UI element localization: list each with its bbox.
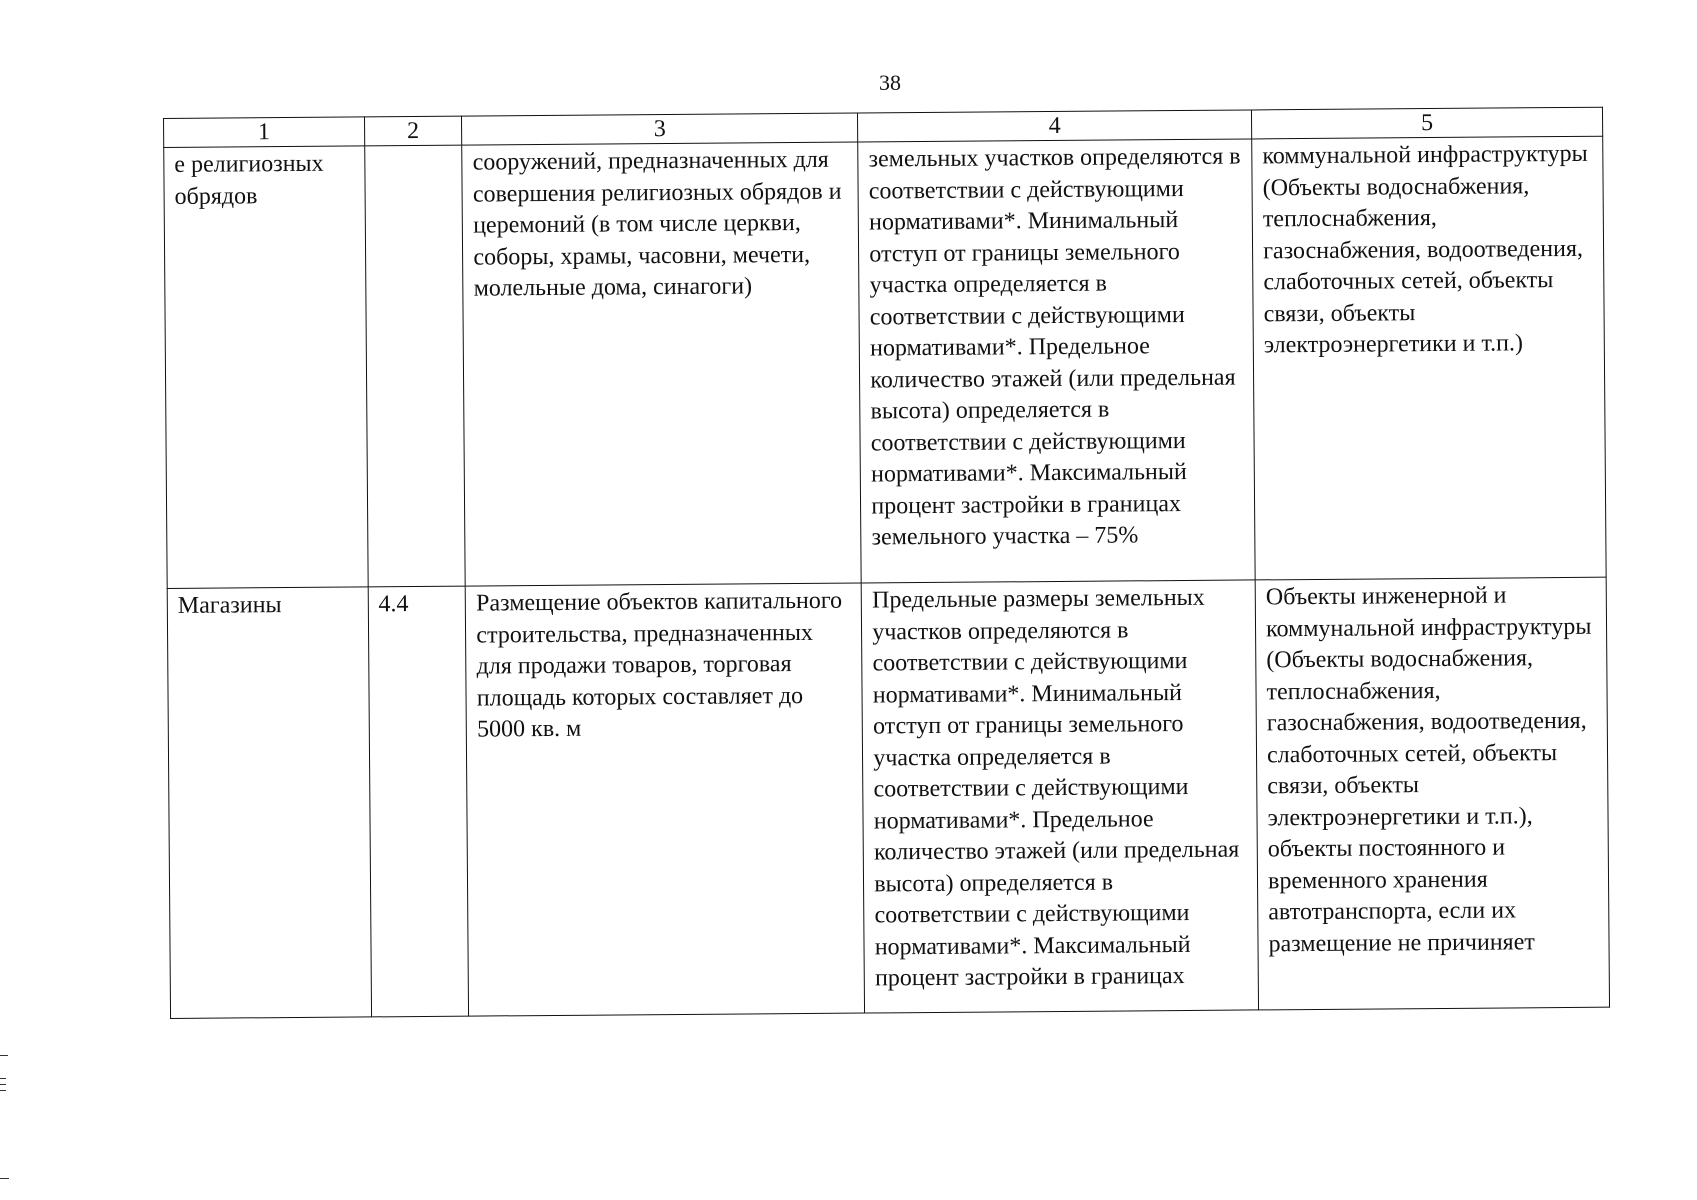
scan-mark	[0, 1178, 9, 1179]
cell-use-type: Магазины	[167, 587, 371, 1019]
scan-mark	[0, 1055, 8, 1056]
cell-code	[364, 145, 465, 587]
column-header-5: 5	[1252, 107, 1603, 139]
cell-auxiliary-uses: коммунальной инфраструктуры (Объекты водоснабжения, теплоснабжения, газоснабжения, водоотведения, слаботочных сетей, объекты связи, объекты электроэнергетики и т.п.)	[1252, 136, 1606, 580]
scan-mark	[0, 1078, 6, 1079]
cell-description: Размещение объектов капитального строительства, предназначенных для продажи товаров, торговая площадь которых составляет до 5000 кв. м	[465, 583, 864, 1016]
column-header-1: 1	[164, 117, 365, 148]
cell-use-type: е религиозных обрядов	[164, 146, 368, 589]
scan-edge-marks	[0, 1055, 10, 1096]
cell-parameters: Предельные размеры земельных участков определяются в соответствии с действующими нормативами*. Минимальный отступ от границы земельного участка определяется в соответствии с действующими нормативами*. Предельное количество этажей (или предельная высота) определяется в соответствии с действующими нормативами*. Максимальный процент застройки в границах	[861, 580, 1258, 1013]
scan-mark	[0, 1090, 6, 1091]
column-header-4: 4	[858, 110, 1252, 142]
cell-code: 4.4	[368, 586, 469, 1017]
cell-parameters: земельных участков определяются в соответствии с действующими нормативами*. Минимальный отступ от границы земельного участка определяется в соответствии с действующими нормативами*. Предельное количество этажей (или предельная высота) определяется в соответствии с действующими нормативами*. Максимальный процент застройки в границах земельного участка – 75%	[858, 139, 1255, 583]
column-header-3: 3	[462, 113, 858, 145]
column-header-2: 2	[364, 116, 462, 146]
cell-description: сооружений, предназначенных для совершения религиозных обрядов и церемоний (в том числе церкви, соборы, храмы, часовни, мечети, молельные дома, синагоги)	[462, 142, 861, 586]
scan-mark	[0, 1084, 6, 1085]
page-number: 38	[879, 70, 901, 95]
cell-auxiliary-uses: Объекты инженерной и коммунальной инфраструктуры (Объекты водоснабжения, теплоснабжения, газоснабжения, водоотведения, слаботочных сетей, объекты связи, объекты электроэнергетики и т.п.), объекты постоянного и временного хранения автотранспорта, если их размещение не причиняет	[1255, 577, 1609, 1010]
regulations-table	[163, 107, 1610, 1019]
table-row	[167, 577, 1609, 1018]
table-row	[164, 136, 1606, 588]
